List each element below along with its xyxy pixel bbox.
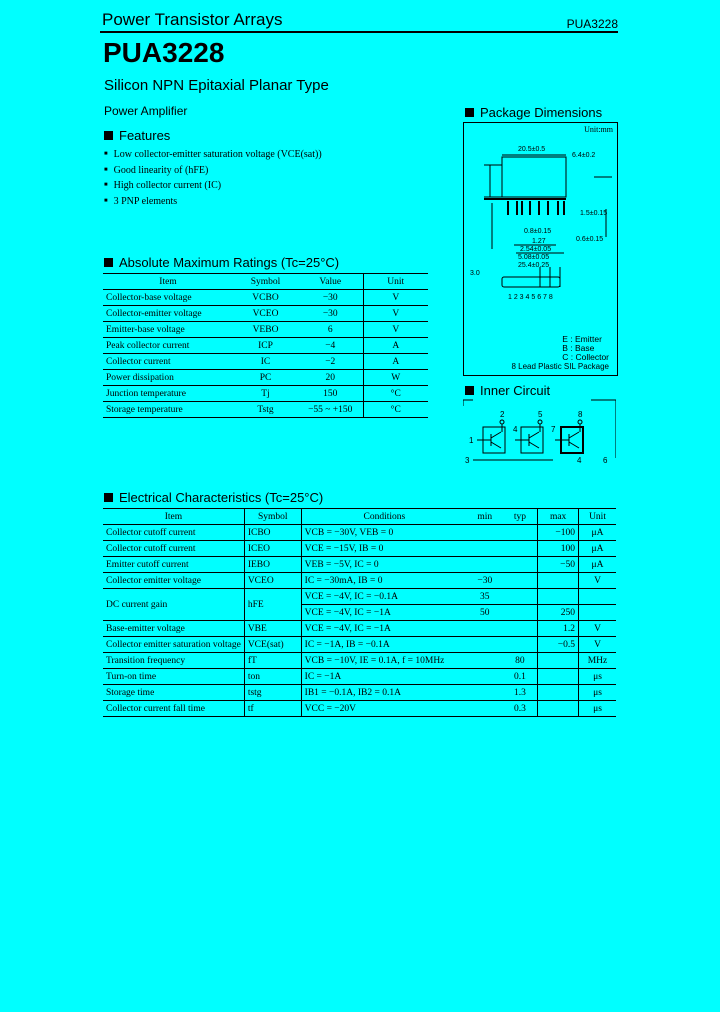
header-rule xyxy=(100,31,618,33)
cell-symbol: VBE xyxy=(244,621,301,637)
cell-item: Collector-base voltage xyxy=(103,290,233,306)
cell-typ: 0.3 xyxy=(503,701,538,717)
cell-symbol: VEBO xyxy=(233,322,298,338)
cell-value: 6 xyxy=(298,322,363,338)
cell-value: −30 xyxy=(298,306,363,322)
features-heading: Features xyxy=(119,128,171,143)
cell-max xyxy=(538,589,579,605)
cell-conditions: VCE = −4V, IC = −0.1A xyxy=(301,589,467,605)
table-row xyxy=(103,669,616,685)
cell-typ xyxy=(503,525,538,541)
cell-symbol: ICBO xyxy=(244,525,301,541)
svg-text:20.5±0.5: 20.5±0.5 xyxy=(518,146,546,153)
legend-emitter: E : Emitter xyxy=(562,334,602,344)
col-max: max xyxy=(538,509,579,525)
cell-conditions: VCE = −4V, IC = −1A xyxy=(301,605,467,621)
bullet-square-icon xyxy=(104,258,113,267)
bullet-square-icon xyxy=(104,131,113,140)
cell-max: −100 xyxy=(538,525,579,541)
cell-value: 20 xyxy=(298,370,363,386)
cell-min xyxy=(467,525,503,541)
cell-symbol: tstg xyxy=(244,685,301,701)
table-row xyxy=(103,322,428,338)
cell-max xyxy=(538,685,579,701)
package-heading: Package Dimensions xyxy=(480,105,603,120)
table-row xyxy=(103,338,428,354)
cell-conditions: VCE = −15V, IB = 0 xyxy=(301,541,467,557)
cell-item: Power dissipation xyxy=(103,370,233,386)
cell-max: −50 xyxy=(538,557,579,573)
cell-symbol: Tstg xyxy=(233,402,298,418)
col-typ: typ xyxy=(503,509,538,525)
cell-min xyxy=(467,557,503,573)
svg-text:2.54±0.05: 2.54±0.05 xyxy=(520,246,552,253)
cell-item: Collector current fall time xyxy=(103,701,244,717)
package-heading-row xyxy=(465,105,602,120)
table-row xyxy=(103,402,428,418)
cell-min: −30 xyxy=(467,573,503,589)
cell-symbol: IC xyxy=(233,354,298,370)
cell-value: −30 xyxy=(298,290,363,306)
cell-conditions: VCB = −30V, VEB = 0 xyxy=(301,525,467,541)
cell-item: Collector current xyxy=(103,354,233,370)
cell-item: Collector cutoff current xyxy=(103,541,244,557)
table-row xyxy=(103,573,616,589)
cell-unit: μA xyxy=(579,525,616,541)
cell-typ xyxy=(503,637,538,653)
legend-base: B : Base xyxy=(562,343,595,353)
svg-text:5: 5 xyxy=(538,410,543,419)
cell-unit: μs xyxy=(579,669,616,685)
electrical-table xyxy=(103,508,616,717)
svg-text:8: 8 xyxy=(578,410,583,419)
cell-symbol: ICEO xyxy=(244,541,301,557)
svg-text:1: 1 xyxy=(469,436,474,445)
inner-circuit-heading-row xyxy=(465,383,550,398)
abs-max-heading: Absolute Maximum Ratings (Tc=25°C) xyxy=(119,255,340,270)
table-row xyxy=(103,589,616,605)
cell-typ: 1.3 xyxy=(503,685,538,701)
cell-conditions: IB1 = −0.1A, IB2 = 0.1A xyxy=(301,685,467,701)
cell-conditions: VEB = −5V, IC = 0 xyxy=(301,557,467,573)
table-row xyxy=(103,306,428,322)
bullet-square-icon xyxy=(104,493,113,502)
cell-value: −4 xyxy=(298,338,363,354)
cell-unit: V xyxy=(579,621,616,637)
table-row xyxy=(103,541,616,557)
cell-symbol: VCE(sat) xyxy=(244,637,301,653)
cell-symbol: tf xyxy=(244,701,301,717)
cell-symbol: VCBO xyxy=(233,290,298,306)
col-conditions: Conditions xyxy=(301,509,467,525)
feature-item: ■ High collector current (IC) xyxy=(104,178,322,194)
series-title: Power Transistor Arrays xyxy=(102,10,283,29)
cell-conditions: IC = −1A xyxy=(301,669,467,685)
legend-collector: C : Collector xyxy=(562,352,609,362)
cell-max: 1.2 xyxy=(538,621,579,637)
cell-symbol: VCEO xyxy=(233,306,298,322)
col-min: min xyxy=(467,509,503,525)
table-row xyxy=(103,653,616,669)
cell-unit: μs xyxy=(579,701,616,717)
bullet-square-icon xyxy=(465,386,474,395)
cell-min xyxy=(467,669,503,685)
svg-text:1.5±0.15: 1.5±0.15 xyxy=(580,210,608,217)
table-row xyxy=(103,354,428,370)
package-name: 8 Lead Plastic SIL Package xyxy=(511,362,609,371)
cell-min xyxy=(467,621,503,637)
cell-unit: V xyxy=(579,573,616,589)
col-value: Value xyxy=(298,274,363,290)
cell-symbol: fT xyxy=(244,653,301,669)
cell-min: 50 xyxy=(467,605,503,621)
electrical-heading-row xyxy=(104,490,323,505)
cell-item: Storage time xyxy=(103,685,244,701)
cell-typ xyxy=(503,557,538,573)
subtitle: Silicon NPN Epitaxial Planar Type xyxy=(104,77,329,94)
svg-text:4: 4 xyxy=(577,456,582,465)
cell-item: Storage temperature xyxy=(103,402,233,418)
svg-text:0.6±0.15: 0.6±0.15 xyxy=(576,236,604,243)
cell-item: Base-emitter voltage xyxy=(103,621,244,637)
cell-value: −55 ~ +150 xyxy=(298,402,363,418)
cell-min xyxy=(467,653,503,669)
svg-text:6: 6 xyxy=(603,456,608,465)
col-symbol: Symbol xyxy=(233,274,298,290)
svg-text:1.27: 1.27 xyxy=(532,238,546,245)
package-outline-icon xyxy=(464,137,617,337)
cell-item: Turn-on time xyxy=(103,669,244,685)
package-unit: Unit:mm xyxy=(584,125,613,134)
cell-unit xyxy=(579,605,616,621)
cell-unit: μA xyxy=(579,557,616,573)
cell-unit: °C xyxy=(363,402,428,418)
svg-text:1 2 3 4 5 6 7 8: 1 2 3 4 5 6 7 8 xyxy=(508,294,553,301)
svg-text:3.0: 3.0 xyxy=(470,270,480,277)
cell-typ: 0.1 xyxy=(503,669,538,685)
bullet-square-icon xyxy=(465,108,474,117)
cell-unit: A xyxy=(363,338,428,354)
cell-item: Junction temperature xyxy=(103,386,233,402)
col-unit: Unit xyxy=(579,509,616,525)
cell-item: Collector emitter saturation voltage xyxy=(103,637,244,653)
cell-conditions: VCE = −4V, IC = −1A xyxy=(301,621,467,637)
abs-max-heading-row xyxy=(104,255,339,270)
pin-legend xyxy=(562,335,609,362)
table-row xyxy=(103,525,616,541)
cell-min xyxy=(467,541,503,557)
table-row xyxy=(103,370,428,386)
cell-max: 100 xyxy=(538,541,579,557)
table-row xyxy=(103,621,616,637)
inner-circuit-diagram xyxy=(463,398,616,466)
svg-text:3: 3 xyxy=(465,456,470,465)
cell-max xyxy=(538,701,579,717)
table-row xyxy=(103,557,616,573)
cell-unit: V xyxy=(363,322,428,338)
cell-max xyxy=(538,669,579,685)
cell-conditions: VCB = −10V, IE = 0.1A, f = 10MHz xyxy=(301,653,467,669)
cell-item: Collector cutoff current xyxy=(103,525,244,541)
cell-unit: V xyxy=(363,306,428,322)
cell-min xyxy=(467,701,503,717)
features-section xyxy=(104,128,322,209)
cell-symbol: ton xyxy=(244,669,301,685)
cell-min: 35 xyxy=(467,589,503,605)
abs-max-table xyxy=(103,273,428,418)
cell-symbol: hFE xyxy=(244,589,301,621)
cell-typ xyxy=(503,573,538,589)
cell-value: −2 xyxy=(298,354,363,370)
cell-value: 150 xyxy=(298,386,363,402)
table-row xyxy=(103,685,616,701)
cell-unit xyxy=(579,589,616,605)
svg-text:7: 7 xyxy=(551,425,556,434)
col-symbol: Symbol xyxy=(244,509,301,525)
inner-circuit-heading: Inner Circuit xyxy=(480,383,551,398)
cell-min xyxy=(467,637,503,653)
cell-item: Peak collector current xyxy=(103,338,233,354)
col-item: Item xyxy=(103,274,233,290)
cell-typ xyxy=(503,541,538,557)
svg-text:5.08±0.05: 5.08±0.05 xyxy=(518,254,550,261)
package-drawing xyxy=(463,122,618,376)
cell-item: DC current gain xyxy=(103,589,244,621)
col-unit: Unit xyxy=(363,274,428,290)
cell-conditions: IC = −30mA, IB = 0 xyxy=(301,573,467,589)
cell-symbol: IEBO xyxy=(244,557,301,573)
cell-max: −0.5 xyxy=(538,637,579,653)
cell-item: Emitter cutoff current xyxy=(103,557,244,573)
cell-item: Emitter-base voltage xyxy=(103,322,233,338)
transistor-circuit-icon xyxy=(463,398,616,466)
cell-item: Transition frequency xyxy=(103,653,244,669)
cell-typ xyxy=(503,621,538,637)
table-row xyxy=(103,637,616,653)
cell-max: 250 xyxy=(538,605,579,621)
cell-unit: μA xyxy=(579,541,616,557)
table-row xyxy=(103,701,616,717)
cell-max xyxy=(538,653,579,669)
feature-item: ■ Low collector-emitter saturation voltage (VCE(sat)) xyxy=(104,147,322,163)
cell-unit: °C xyxy=(363,386,428,402)
table-row xyxy=(103,290,428,306)
svg-text:4: 4 xyxy=(513,425,518,434)
cell-item: Collector emitter voltage xyxy=(103,573,244,589)
table-row xyxy=(103,386,428,402)
cell-unit: V xyxy=(363,290,428,306)
application: Power Amplifier xyxy=(104,104,188,118)
cell-min xyxy=(467,685,503,701)
cell-conditions: IC = −1A, IB = −0.1A xyxy=(301,637,467,653)
header-part-number: PUA3228 xyxy=(566,17,618,31)
cell-typ xyxy=(503,589,538,605)
cell-symbol: PC xyxy=(233,370,298,386)
page-title: PUA3228 xyxy=(103,37,225,68)
cell-symbol: VCEO xyxy=(244,573,301,589)
cell-max xyxy=(538,573,579,589)
cell-unit: A xyxy=(363,354,428,370)
features-list xyxy=(104,147,322,209)
svg-text:0.8±0.15: 0.8±0.15 xyxy=(524,228,552,235)
cell-symbol: Tj xyxy=(233,386,298,402)
cell-item: Collector-emitter voltage xyxy=(103,306,233,322)
cell-symbol: ICP xyxy=(233,338,298,354)
col-item: Item xyxy=(103,509,244,525)
feature-item: ■ 3 PNP elements xyxy=(104,194,322,210)
cell-unit: W xyxy=(363,370,428,386)
svg-text:6.4±0.2: 6.4±0.2 xyxy=(572,152,596,159)
cell-unit: MHz xyxy=(579,653,616,669)
cell-typ xyxy=(503,605,538,621)
cell-unit: μs xyxy=(579,685,616,701)
feature-item: ■ Good linearity of (hFE) xyxy=(104,163,322,179)
electrical-heading: Electrical Characteristics (Tc=25°C) xyxy=(119,490,324,505)
svg-text:2: 2 xyxy=(500,410,505,419)
cell-typ: 80 xyxy=(503,653,538,669)
svg-text:25.4±0.25: 25.4±0.25 xyxy=(518,262,550,269)
cell-unit: V xyxy=(579,637,616,653)
cell-conditions: VCC = −20V xyxy=(301,701,467,717)
